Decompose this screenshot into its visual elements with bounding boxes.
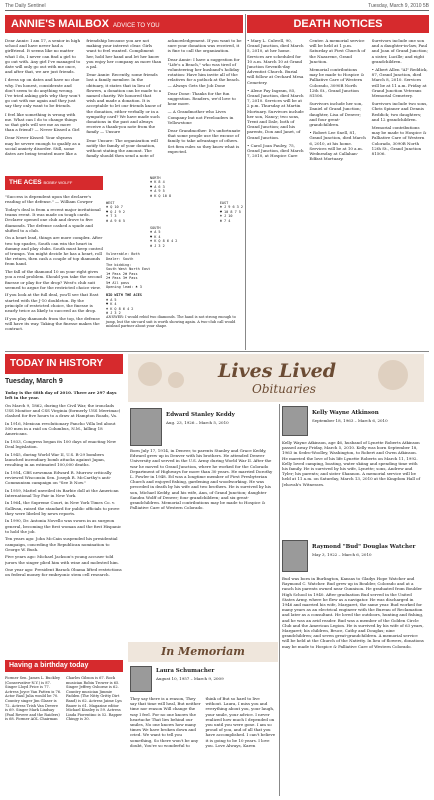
north-card-row: ♦ A 9 5 [150, 189, 165, 194]
south-card-row: ♥ K 4 [150, 234, 161, 239]
bid-card-row: ♣ J 3 2 [106, 310, 121, 315]
south-card-row: ♠ A 5 [150, 230, 161, 235]
raymond-name: Raymond "Bud" Douglas Watcher [312, 544, 416, 550]
aces-paragraph: Today's deal is from a recent major invitational teams event. It was made on tough cards. Declarer opened one club and drove to five diamonds. The defense cashed a spade and shifted to a club. [5, 206, 101, 233]
aces-paragraph: If you look at the full deal, you'll see that East started with the J-10 doubleton. By the principle of restricted choice, the finesse is nearly twice as likely to succeed as the drop. [5, 292, 99, 314]
south-label: SOUTH [150, 226, 161, 231]
south-card-row: ♣ J 3 2 [150, 243, 165, 248]
north-hand [150, 176, 243, 198]
annie-paragraph: I dress up on dates and have no clue why. I'm honest, considerate and don't seem to do anything wrong. I've tried asking girls why they won't go out with me again and they just say they only want to be friends. [5, 77, 81, 109]
bid-card-row: ♥ K 4 [106, 302, 117, 307]
dealer-text: Dealer: South [106, 256, 134, 261]
east-label: EAST [219, 201, 229, 206]
raymond-portrait [282, 540, 308, 572]
birthday-text: Former Sen. James L. Buckley (Conservative-N.Y.) is 87. Singer Lloyd Price is 77. Actress Joyce Van Patten is 76. Actor Raul Julia would be 70. Country singer Jim Glaser is 72. Actress Trish Van Devere is 69. Singer Mark Lindsay (Paul Revere and the Raiders) is 68. Former AOL Chairman Charles Gibson is 67. Rock musician Robin Trower is 65. Singer Jeffrey Osborne is 62. Country musician Jimmie Fadden (The Nitty Gritty Dirt Band) is 62. Actress Jaime Lyn Bauer is 61. Magazine editor Michael Kinsley is 59. Actress Linda Fiorentino is 52. Rapper Chingy is 30. [5, 676, 122, 722]
east-card-row: ♦ J 10 [219, 214, 233, 219]
west-card-row: ♠ Q 10 7 [106, 205, 123, 210]
annie-paragraph: Dear Never Kissed: Your shyness may be severe enough to qualify as a social anxiety disorder. Still, some dates are being treated more like a friendship because you are not making your interest clear. Girls want to feel wanted. Compliment her, hold her hand and let her know you enjoy her company as more than a pal. [5, 38, 162, 157]
edward-name: Edward Stanley Keddy [166, 412, 235, 418]
history-item: On March 9, 1862, during the Civil War, the ironclads USS Monitor and CSS Virginia (formerly USS Merrimac) clashed for five hours to a draw at Hampton Roads, Va. [5, 402, 121, 419]
history-item: In 1959, Mattel unveiled its Barbie doll at the American International Toy Fair in New York. [5, 487, 119, 498]
obituaries-subtitle: Obituaries [252, 382, 316, 396]
north-card-row: ♥ A 6 3 [150, 184, 165, 189]
raymond-obituary: Bud was born in Burlington, Kansas to Gladys Hope Watcher and Raymond C. Watcher. Bud grew up in Boulder, Colorado and at a ranch his parents owned near Gunnison. He graduated from Boulder High School in 1940. After graduation Bud served in the United States Army, where he flew as a navigator. He was discharged in 1946 and married his wife, Margaret, the same year. Bud worked for many years as an electrical engineer with the Bureau of Reclamation and later as a consultant. He loved the outdoors, hunting and fishing, and he was an avid reader. Bud was a member of the Golden Circle Club and the American Legion. He is survived by his wife of 63 years, Margaret; his children, Bruce, Cathy and Douglas; nine grandchildren; and seven great-grandchildren. A memorial service will be held at the Church of the Nativity. In lieu of flowers, donations may be made to Hospice & Palliative Care of Western Colorado. [282, 576, 424, 649]
bidding-header: South West North East [106, 267, 151, 272]
kelly-dates: September 18, 1963 – March 6, 2010 [312, 418, 388, 423]
annie-paragraph: Dear Annie: Recently, some friends lost a family member. In the obituary, it states that in lieu of flowers, a donation can be made to a named charity. We honored that wish and made a donation. It is acceptable to let our friends know of the donation, either verbally or in a sympathy card? We have made such donations in the past and always receive a thank-you note from the family — Unsure [86, 72, 162, 135]
raymond-dates: May 3, 1922 – March 6, 2010 [312, 552, 372, 557]
history-item: In 1916, Mexican revolutionary Pancho Villa led about 500 men in a raid on Columbus, N.M., killing 18 Americans. [5, 420, 116, 437]
notice-paragraph: Survivors include two sons, Chris Spinner and Dennis Reddick; two daughters; and 12 grandchildren. [371, 101, 428, 122]
west-card-row: ♦ 7 3 [106, 214, 117, 219]
header-rule [5, 10, 429, 11]
notice-paragraph: Survivors include one son and a daughter-in-law, Paul and Joan of Grand Junction; a sister, Lucille; and eight grandchildren. [371, 38, 428, 64]
east-card-row: ♣ 7 4 [219, 218, 231, 223]
today-date: Tuesday, March 9 [5, 378, 63, 385]
bid-title: BID WITH THE ACES [106, 293, 142, 298]
annie-column [5, 38, 243, 172]
north-card-row: ♠ K 8 4 [150, 180, 165, 185]
lives-lived-banner [128, 354, 424, 402]
laura-portrait [130, 666, 152, 692]
notice-paragraph: • Mary L. Culwell, 90, Grand Junction, died March 5, 2010, at her home. Services are scheduled for 10 a.m. March 10 at Grand Junction Seventh-day Adventist Church. Burial will follow at Orchard Mesa Cemetery. [247, 38, 304, 85]
flower-ornament-icon [138, 362, 162, 386]
history-item: In 1990, Dr. Antonia Novello was sworn in as surgeon general, becoming the first woman and the first Hispanic to hold the job. [5, 518, 122, 534]
aces-paragraph: On a heart lead, things are more complex. After two top spades, South can win the heart in dummy and play clubs. South must keep control of trumps. You might decide he has a heart, roll the return, then cash a couple of top diamonds from hand. [5, 235, 103, 267]
death-notices-column [247, 38, 429, 350]
history-item: In 1933, Congress began its 100 days of enacting New Deal legislation. [5, 438, 117, 449]
flower-ornament-icon [168, 372, 184, 388]
history-item: Today is the 68th day of 2010. There are 297 days left in the year. [5, 390, 117, 401]
annie-banner [5, 15, 243, 33]
aces-banner [5, 176, 103, 190]
history-item: Five years ago: Michael Jackson's young accuser told jurors the singer plied him with wine and molested him. [5, 554, 119, 565]
notice-paragraph: • Alene Fay Ingram, 85, Grand Junction, died March 7, 2010. Services will be at 2 p.m. Thursday at Martin Mortuary. Survivors include her son, Nancy; two sons, Trent and Dale, both of Grand Junction; and his parents, Don and Janet, of Grand Junction. [247, 87, 304, 140]
aces-subtitle: BOBBY WOLFF [43, 180, 73, 185]
annie-paragraph: Dear Done: Thanks for the fun suggestion. Readers, we'd love to hear more. [167, 90, 236, 107]
annie-paragraph: I feel like something is wrong with me. What can I do to change things so that girls will see me as more than a friend? — Never Kissed a Girl [5, 111, 80, 133]
bid-card-row: ♦ K Q 8 6 4 2 [106, 306, 134, 311]
aces-paragraph: If you play diamonds from the top, the defense will have its way. Taking the finesse makes the contract. [5, 315, 100, 332]
annie-paragraph: Dear Annie: I have a suggestion for "Life's a Beach," who was tired of volunteering her husband's holiday rotation: Have him invite all of the relatives for a potluck at the beach. — Always Gets the Job Done [167, 56, 241, 88]
history-item: In 1954, CBS newsman Edward R. Murrow critically reviewed Wisconsin Sen. Joseph R. McCarthy's anti-Communism campaign on "See It Now." [5, 469, 112, 485]
annie-subtitle: ADVICE TO YOU [112, 23, 160, 29]
history-column [5, 390, 123, 654]
notice-paragraph: • Carol Joan Pauley, 75, Grand Junction, died March 7, 2010, at Hospice Care Center. A memorial service will be held at 1 p.m. Saturday at First Church of the Nazarene, Grand Junction. [247, 38, 366, 159]
flower-ornament-icon [378, 360, 408, 390]
east-hand [220, 201, 243, 223]
column-divider [279, 404, 280, 796]
west-card-row: ♥ Q J 9 2 [106, 209, 125, 214]
bidding-row: 2♦ Pass 3♦ Pass [106, 276, 138, 281]
north-label: NORTH [150, 176, 161, 180]
page-date: Tuesday, March 9, 2010 5B [368, 3, 429, 9]
lives-lived-title: Lives Lived [218, 360, 337, 382]
bridge-diagram [106, 176, 243, 350]
kelly-portrait [282, 406, 308, 436]
bidding-row: 1♦ Pass 2♣ Pass [106, 271, 138, 276]
notice-paragraph: Memorial contributions may be made to Hospice & Palliative Care of Western Colorado, 3090B North 12th St., Grand Junction 81506. [371, 125, 427, 157]
west-label: WEST [106, 201, 115, 206]
section-divider [5, 351, 429, 352]
north-card-row: ♣ K Q 10 8 [150, 193, 172, 198]
birthday-banner: Having a birthday today [5, 660, 123, 672]
laura-name: Laura Schumacher [156, 668, 215, 674]
annie-title: ANNIE'S MAILBOX [11, 18, 109, 30]
annie-paragraph: Dear Unsure: The organization will notify the family of your donation, without stating the amount. The family should then send a note of acknowledgement. If you want to be sure your donation was received, it is fine to call the organization. [86, 38, 242, 159]
laura-dates: August 10, 1957 – March 9, 2009 [156, 676, 224, 681]
newspaper-name: The Daily Sentinel [5, 3, 46, 9]
east-card-row: ♠ J 9 6 3 2 [219, 205, 243, 210]
south-hand [150, 226, 243, 248]
aces-title: THE ACES [9, 179, 42, 186]
bidding-row: 5♦ All pass [106, 280, 130, 285]
notice-paragraph: • Albert Allen "Al" Reddick, 87, Grand Junction, died March 8, 2010. Services will be at 11 a.m. Friday at Grand Junction Veterans Memorial Cemetery. [371, 67, 428, 99]
aces-paragraph: The fall of the diamond 10 on your right gives you a real problem. Should you take the second finesse or play for the drop? West's club suit seemed to argue for the restricted choice view. [5, 269, 102, 290]
notice-paragraph: • Robert Lee Snell, 81, Grand Junction, died March 6, 2010, at his home. Services will be at 10 a.m. Wednesday at Callahan-Edfast Mortuary. [309, 130, 366, 162]
south-card-row: ♦ K Q 8 6 4 2 [150, 239, 178, 244]
east-card-row: ♥ 10 8 7 5 [219, 209, 241, 214]
annie-paragraph: Dear Annie: I am 17, a senior in high school and have never had a girlfriend. It seems like no matter what I do, I never can find a girl to go out with. Any girl I've managed to date will only go out with me once, and after that, we are just friends. [5, 38, 81, 75]
opening-lead: Opening lead: ♠ 3 [106, 284, 142, 289]
edward-dates: Aug. 23, 1926 – March 5, 2010 [166, 420, 229, 425]
bid-card-row: ♠ A 5 [106, 297, 117, 302]
bid-answer: ANSWER: I would rebid two diamonds. The hand is not strong enough to jump, but the six-card suit is worth showing again. A two-club call would mislead partner about your shape. [106, 315, 236, 329]
annie-paragraph: Dear Grandmother: It's unfortunate that some people use the excuse of family to take advantage of others. Set firm rules so they know what is expected. [167, 128, 241, 154]
history-item: In 1945, during World War II, U.S. B-29 bombers launched incendiary bomb attacks against Japan, resulting in an estimated 100,000 deaths. [5, 451, 106, 467]
annie-paragraph: — A Grandmother who Lives Company but not Freeloaders in Yellowstone [167, 109, 234, 125]
notice-paragraph: Survivors include her son, Daniel of Grand Junction; daughter, Lisa of Denver; and four great-grandchildren. [309, 101, 363, 128]
history-item: One year ago: President Barack Obama lifted restrictions on federal money for embryonic stem cell research. [5, 567, 122, 578]
edward-portrait [130, 408, 162, 446]
kelly-obituary: Kelly Wayne Atkinson, age 46, husband of Lynette Roberts Atkinson passed away Friday, March 5, 2010. Kelly was born September 18, 1963 in Sedro-Woolley, Washington, to Robert and Gwen Atkinson. He married the love of his life Lynette Roberts on March 11, 1992. Kelly loved camping, boating, water skiing and spending time with his family. He is survived by his wife, Lynette; sons, Andrew and Tyler; his parents; and sister Shannon. A memorial service will be held at 11 a.m. on Saturday, March 13, 2010 at the Kingdom Hall of Jehovah's Witnesses. [282, 440, 421, 487]
west-hand [106, 201, 125, 223]
aces-paragraph: "Success is dependent upon the declarer's reading of the defense." — William Cowper [5, 194, 93, 205]
laura-memorial-poem: They say there is a reason, They say that time will heal, But neither time nor reason Will change the way I feel. For no one knows the heartache That lies behind our smiles, No one knows how many times We have broken down and cried. We want to tell you something, So there won't be any doubt, You're so wonderful to think of But so hard to live without. Laura, I miss you and everything about you, your laugh, your smile, your advice. I never realized how much I depended on you until you were gone. I am so proud of you, and of all that you have accomplished. I can't believe it is going to be 10 years. I love you. Love Always, Karen [130, 696, 276, 748]
bidding-title: The bidding: [106, 262, 132, 267]
vulnerable-text: Vulnerable: Both [106, 252, 140, 257]
death-notices-banner: DEATH NOTICES [247, 15, 429, 33]
column-divider [245, 14, 246, 350]
history-item: Ten years ago: John McCain suspended his presidential campaign, conceding the Republican nomination to George W. Bush. [5, 536, 118, 552]
notice-paragraph: Memorial contributions may be made to Hospice & Palliative Care of Western Colorado, 3090B North 12th St., Grand Junction 81506. [309, 67, 365, 99]
west-card-row: ♣ A 9 6 5 [106, 218, 125, 223]
in-memoriam-banner: In Memoriam [128, 642, 278, 662]
edward-obituary: Born July 17, 1914, in Denver, to parents Stanley and Grace Keddy, Edward grew up in Denver with his brothers. He attended Denver University and served in the U.S. Army during World War II. After the war he moved to Grand Junction, where he worked for the Colorado Department of Highways for more than 30 years. He married Dorothy L. Fowler in 1948. Ed was a longtime member of First Presbyterian Church and enjoyed fishing, gardening and woodworking. He was preceded in death by his wife and two brothers. He is survived by his son, Michael Keddy, and his wife, Ann, of Grand Junction; daughter Sandra Wolff of Denver; four grandchildren; and six great-grandchildren. Memorial contributions may be made to Hospice & Palliative Care of Western Colorado. [130, 448, 273, 511]
today-banner: TODAY IN HISTORY [5, 354, 123, 374]
history-item: In 1964, the Supreme Court, in New York Times Co. v. Sullivan, raised the standard for public officials to prove they were libeled by news reports. [5, 500, 120, 516]
kelly-name: Kelly Wayne Atkinson [312, 410, 379, 416]
aces-column [5, 194, 103, 350]
